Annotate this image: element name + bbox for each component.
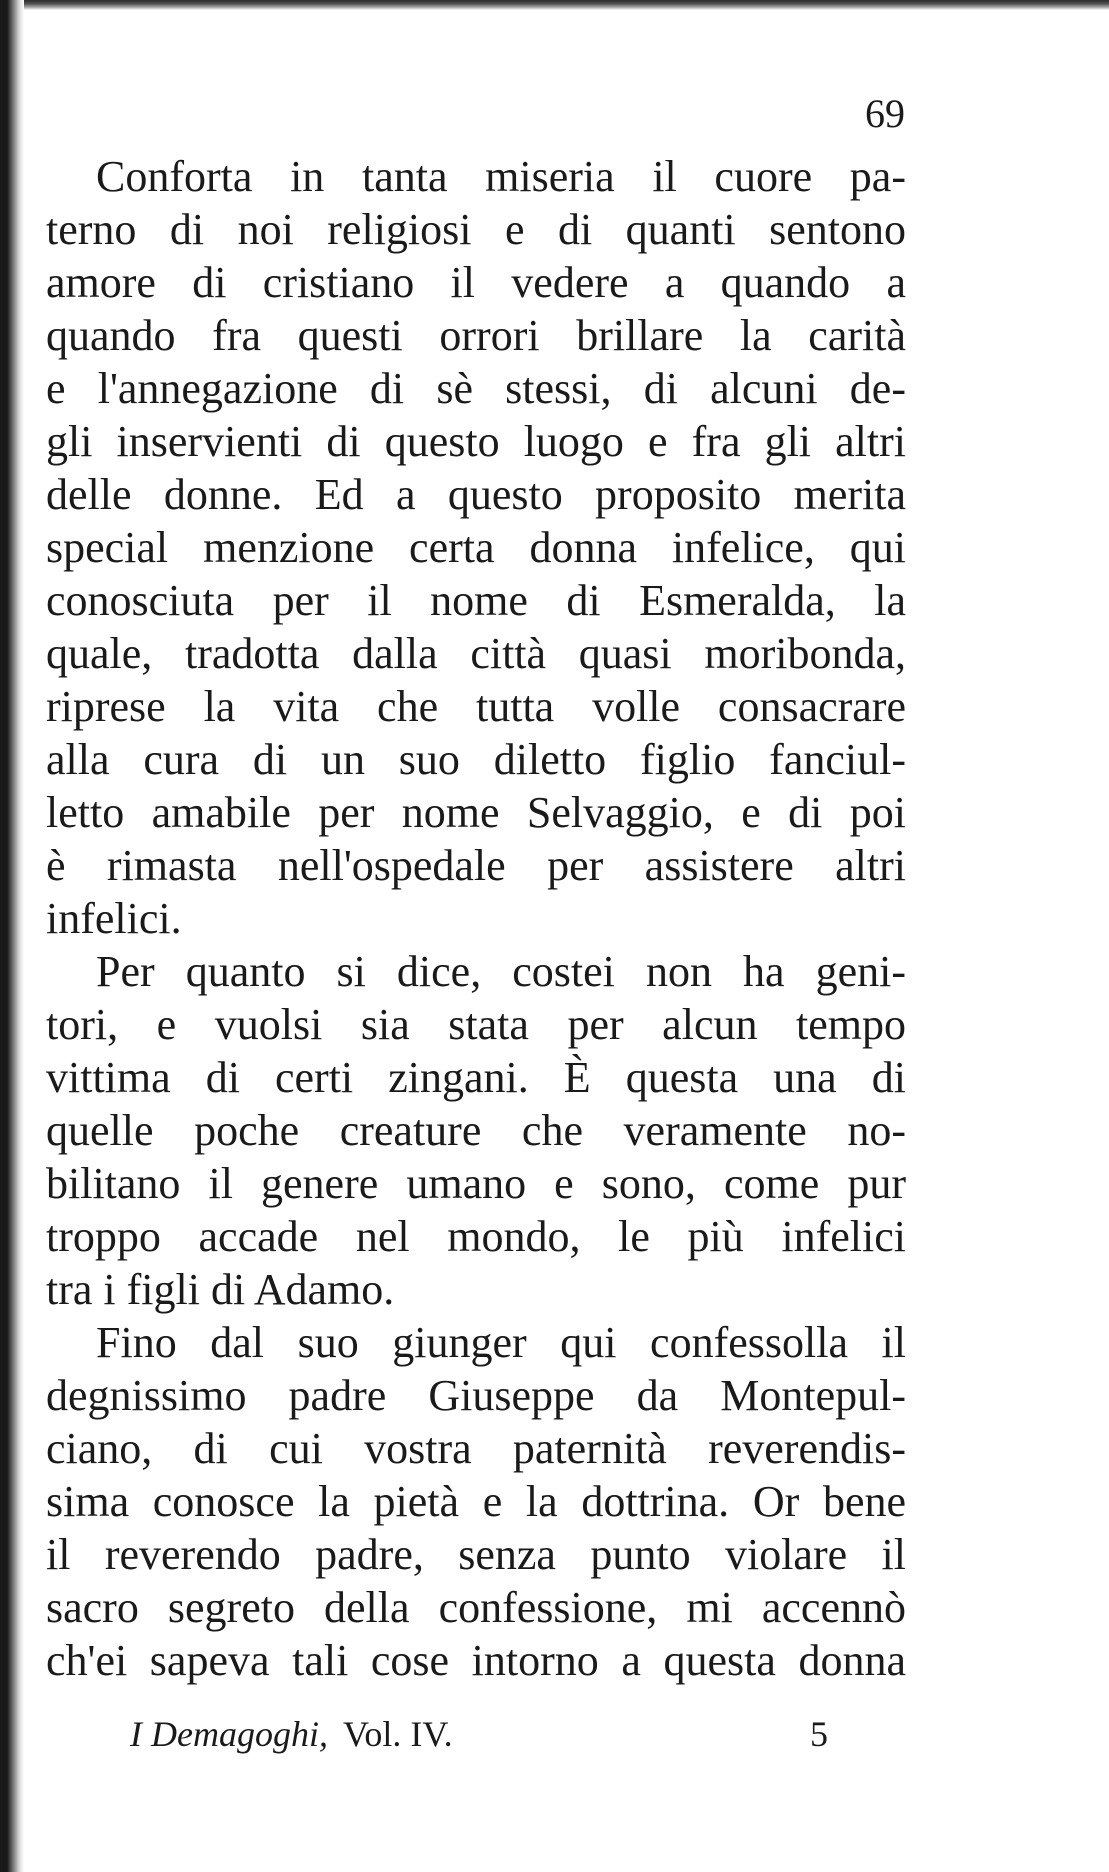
text-line: tori, e vuolsi sia stata per alcun tempo	[46, 1000, 906, 1049]
text-line: troppo accade nel mondo, le più infelici	[46, 1212, 906, 1261]
scan-edge-left	[0, 0, 24, 1872]
page-number: 69	[865, 91, 905, 136]
page-footer	[130, 1712, 830, 1756]
text-line: tra i figli di Adamo.	[46, 1265, 395, 1314]
text-line: delle donne. Ed a questo proposito merita	[46, 470, 906, 519]
text-line: conosciuta per il nome di Esmeralda, la	[46, 576, 906, 625]
text-line: il reverendo padre, senza punto violare il	[46, 1530, 906, 1579]
text-line: Per quanto si dice, costei non ha geni-	[96, 947, 906, 996]
text-line: sima conosce la pietà e la dottrina. Or bene	[46, 1477, 906, 1526]
text-line: degnissimo padre Giuseppe da Montepul-	[46, 1371, 906, 1420]
text-line: bilitano il genere umano e sono, come pur	[46, 1159, 906, 1208]
text-line: sacro segreto della confessione, mi accennò	[46, 1583, 906, 1632]
text-line: riprese la vita che tutta volle consacrare	[46, 682, 906, 731]
text-line: è rimasta nell'ospedale per assistere altri	[46, 841, 906, 890]
text-line: infelici.	[46, 894, 182, 943]
footer-sheet-mark: 5	[810, 1714, 828, 1754]
text-line: quale, tradotta dalla città quasi moribonda,	[46, 629, 906, 678]
text-line: Fino dal suo giunger qui confessolla il	[96, 1318, 906, 1367]
footer-signature: I Demagoghi,	[130, 1714, 328, 1754]
scan-edge-top	[0, 0, 1109, 10]
text-line: ciano, di cui vostra paternità reverendis-	[46, 1424, 906, 1473]
text-line: ch'ei sapeva tali cose intorno a questa donna	[46, 1636, 906, 1685]
text-line: e l'annegazione di sè stessi, di alcuni de-	[46, 364, 906, 413]
text-line: gli inservienti di questo luogo e fra gli altri	[46, 417, 906, 466]
footer-volume: Vol. IV.	[342, 1714, 453, 1754]
text-line: Conforta in tanta miseria il cuore pa-	[96, 152, 906, 201]
text-line: quelle poche creature che veramente no-	[46, 1106, 906, 1155]
text-line: terno di noi religiosi e di quanti sentono	[46, 205, 906, 254]
text-line: letto amabile per nome Selvaggio, e di poi	[46, 788, 906, 837]
text-line: alla cura di un suo diletto figlio fanciul-	[46, 735, 906, 784]
body-text	[46, 150, 906, 1687]
text-line: amore di cristiano il vedere a quando a	[46, 258, 906, 307]
text-line: vittima di certi zingani. È questa una di	[46, 1053, 906, 1102]
text-line: quando fra questi orrori brillare la carità	[46, 311, 906, 360]
text-line: special menzione certa donna infelice, qui	[46, 523, 906, 572]
